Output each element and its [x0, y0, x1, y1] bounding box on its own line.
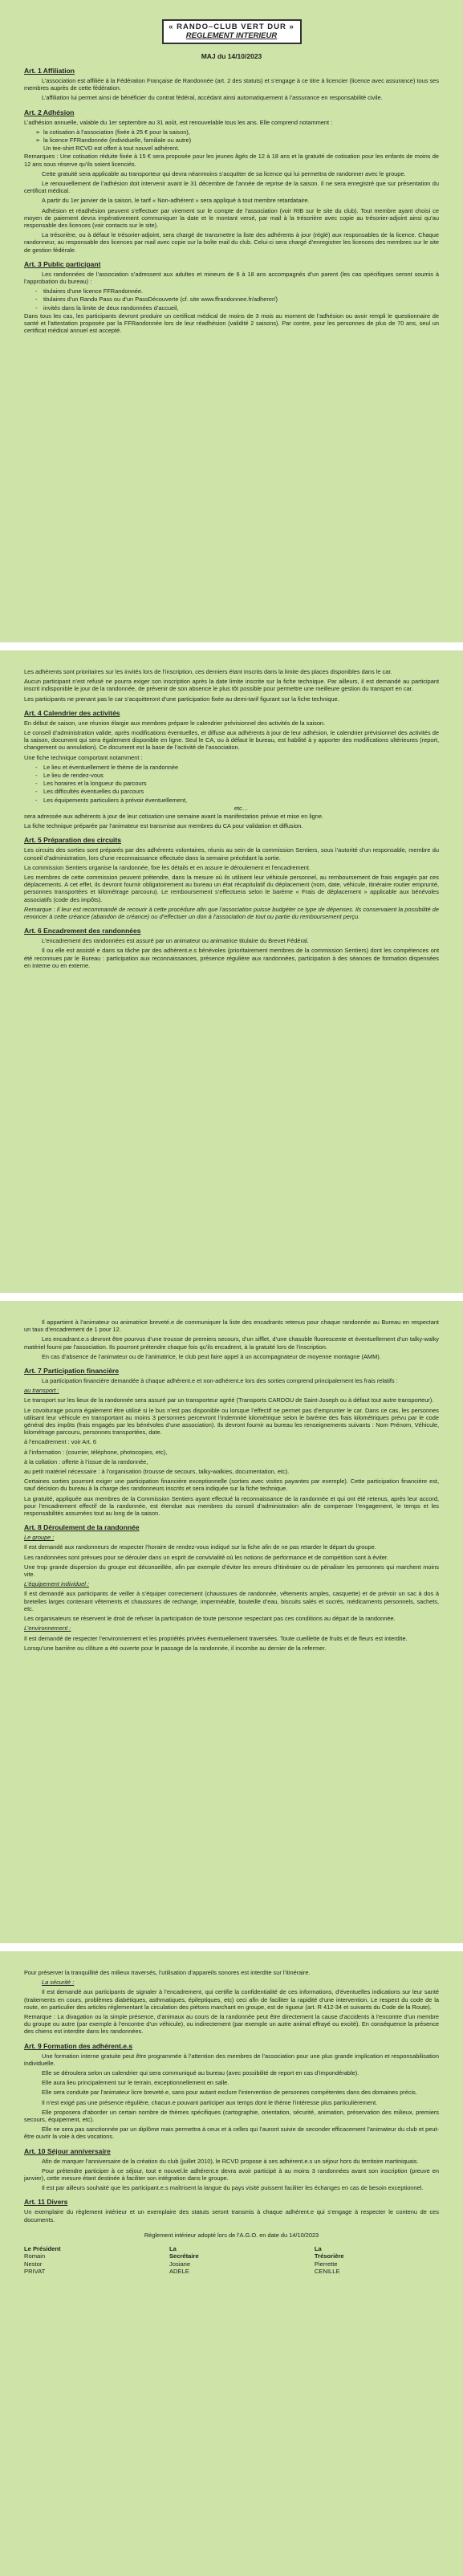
document-title: REGLEMENT INTERIEUR: [185, 31, 278, 40]
signatory-role: La Trésorière: [314, 2245, 344, 2260]
dash-bullet-icon: -: [35, 296, 38, 304]
signatory-secretary: [169, 2245, 294, 2276]
paragraph: La gratuité, appliquée aux membres de la Commission Sentiers ayant effectué la reconnaissance de la randonnée et qui ont été retenus, après leur accord, pour l’encadrement effectif de la randonnée, est étendue aux membres du conseil d’administration afin de compenser l’engagement, le temps et les responsabilités assumées tout au long de la saison.: [24, 1494, 439, 1518]
document-page-3: [0, 1301, 463, 1943]
paragraph: Elle aura lieu principalement sur le terrain, exceptionnellement en salle.: [42, 2079, 229, 2087]
article-8-heading: Art. 8 Déroulement de la randonnée: [24, 1523, 140, 1532]
document-page-4: [0, 1951, 463, 2576]
article-10-heading: Art. 10 Séjour anniversaire: [24, 2146, 111, 2155]
subheading: au transport :: [24, 1387, 59, 1395]
paragraph: Il est demandé aux participants de signaler à l’encadrement, qui certifie la confidentialité de ces informations, d’éventuelles indications sur leur santé (traitements en cours, problèmes diabétiques, asthmatiques, épileptiques, etc) ceci afin de faciliter la rapidité d’une intervention. Le respect du code de la route, en particulier des articles réglementant la circulation des piétons marchant en groupe, est de rigueur (art. R 412-34 et suivants du Code de la Route).: [24, 1988, 439, 2011]
signatory-role: La Secrétaire: [169, 2245, 199, 2260]
paragraph: Les randonnées de l’association s’adressent aux adultes et mineurs de 6 à 18 ans accompagnés d’un parent (les cas spécifiques seront soumis à l’approbation du bureau) :: [24, 270, 439, 286]
signature-block: [24, 2245, 439, 2276]
paragraph: L’affiliation lui permet ainsi de bénéficier du contrat fédéral, accédant ainsi automatiquement à l’assurance en responsabilité civile.: [42, 94, 383, 102]
list-item: - invités dans la limite de deux randonnées d’accueil,: [35, 304, 179, 312]
arrow-bullet-icon: ➢: [35, 137, 41, 145]
paragraph: Il appartient à l’animateur ou animatrice breveté.e de communiquer la liste des encadrants retenus pour chaque randonnée au Bureau en respectant un taux d’encadrement de 1 pour 12.: [24, 1319, 439, 1334]
paragraph: Elle sera conduite par l’animateur licre breveté.e, sans pour autant exclure l’intervention de personnes compétentes dans des domaines précis.: [42, 2089, 417, 2097]
paragraph: Pour prétendre participer à ce séjour, tout e nouvel.le adhérent.e devra avoir participé à au moins 3 randonnées avant son inscription (preuve en janvier), cette mesure étant destinée à faciliter son intégration dans le groupe.: [24, 2166, 439, 2183]
dash-bullet-icon: -: [35, 287, 38, 296]
paragraph: Afin de marquer l’anniversaire de la création du club (juillet 2010), le RCVD propose à ses adhérent.e.s un séjour hors du territoire martiniquais.: [42, 2157, 419, 2165]
document-page-2: [0, 650, 463, 1293]
subheading: L’équipement individuel :: [24, 1580, 89, 1588]
paragraph: au petit matériel nécessaire : à l’organisation (trousse de secours, talky-walkies, documentation, etc).: [24, 1468, 290, 1476]
paragraph: A partir du 1er janvier de la saison, le tarif « Non-adhérent » sera appliqué à tout membre retardataire.: [42, 197, 310, 205]
adoption-statement: Règlement intérieur adopté lors de l’A.G.O. en date du 14/10/2023: [144, 2231, 319, 2239]
paragraph: La fiche technique préparée par l’animateur est transmise aux membres du CA pour validation et diffusion.: [24, 822, 303, 830]
signatory-name: Romain Nestor PRIVAT: [24, 2252, 46, 2276]
list-item: ➢ la cotisation à l’association (fixée à 25 € pour la saison),: [35, 128, 190, 136]
paragraph: Les randonnées sont prévues pour se dérouler dans un esprit de convivialité où les notions de performance et de compétition sont à éviter.: [24, 1553, 388, 1561]
update-date: MAJ du 14/10/2023: [201, 52, 262, 60]
dash-bullet-icon: -: [35, 772, 38, 780]
paragraph: Cette gratuité sera applicable au transporteur qui devra néanmoins s’acquitter de sa licence qui lui permettra de randonner avec le groupe.: [42, 169, 406, 177]
list-item: - Les équipements particuliers à prévoir éventuellement,: [35, 796, 188, 804]
article-11-heading: Art. 11 Divers: [24, 2198, 68, 2207]
paragraph: Lorsqu’une barrière ou clôture a été ouverte pour le passage de la randonnée, il incombe au dernier de la refermer.: [24, 1644, 327, 1652]
document-page-1: [0, 0, 463, 642]
paragraph: Une trop grande dispersion du groupe est déconseillée, afin par exemple d’éviter les erreurs d’itinéraire ou de pénaliser les personnes qui marchent moins vite.: [24, 1563, 439, 1579]
dash-bullet-icon: -: [35, 796, 38, 804]
paragraph: La commission Sentiers organise la randonnée, fixe les détails et en assure le déroulement et l’encadrement.: [24, 863, 311, 871]
subheading: L’environnement :: [24, 1624, 71, 1632]
paragraph: La participation financière demandée à chaque adhérent.e et non-adhérent.e lors des sorties comprend principalement les frais relatifs :: [42, 1377, 398, 1385]
paragraph: Aucun participant n’est refusé ne pourra exiger son inscription après la date limite inscrite sur la fiche technique. Par ailleurs, il est demandé au participant inscrit indisponible le jour de la randonnée, de prévenir de son absence le plus tôt possible pour permettre une meilleure gestion du transport en car.: [24, 678, 439, 693]
article-9-heading: Art. 9 Formation des adhérent.e.s: [24, 2041, 133, 2050]
list-item: ➢ la licence FFRandonnée (individuelle, familiale ou autre): [35, 137, 192, 145]
paragraph: Une fiche technique comportant notamment :: [24, 753, 143, 761]
paragraph: Elle proposera d’aborder un certain nombre de thèmes spécifiques (cartographie, orientation, sécurité, animation, préservation des milieux, premiers secours, équipement, etc).: [24, 2108, 439, 2124]
paragraph-remark: Remarque : Il leur est recommandé de recourir à cette procédure afin que l’association puisse budgéter ce type de dépenses. Ils conservaient la possibilité de renoncer à cette créance (abandon de créance) ou d’effectuer un don à l’association de tout ou partie du remboursement perçu.: [24, 905, 439, 921]
signatory-role: Le Président: [24, 2245, 61, 2253]
dash-bullet-icon: -: [35, 304, 38, 312]
paragraph: Elle se déroulera selon un calendrier qui sera communiqué au bureau (avec possibilité de report en cas d’impondérable).: [42, 2069, 359, 2077]
paragraph: Dans tous les cas, les participants devront produire un certificat médical de moins de 3 mois au moment de l’adhésion ou avoir rempli le questionnaire de santé et l’attestation proposée par la FFRandonnée lors de leur réadhésion (validité 2 saisons). Par contre, pour les personnes de plus de 70 ans, seul un certificat médical annuel est accepté.: [24, 312, 439, 335]
list-item: - titulaires d’un Rando Pass ou d’un PassDécouverte (cf. site www.ffrandonnee.fr/adherer/): [35, 296, 278, 304]
paragraph: L’encadrement des randonnées est assuré par un animateur ou animatrice titulaire du Brevet Fédéral.: [42, 937, 309, 945]
list-item: - Les horaires et la longueur du parcours: [35, 780, 147, 788]
paragraph: Il est par ailleurs souhaité que les participant.e.s maîtrisent la langue du pays visité puissent faciliter les échanges en cas de besoin exceptionnel.: [42, 2184, 424, 2192]
signatory-treasurer: [315, 2245, 439, 2276]
arrow-bullet-icon: ➢: [35, 128, 41, 136]
dash-bullet-icon: -: [35, 788, 38, 796]
article-7-heading: Art. 7 Participation financière: [24, 1367, 120, 1376]
paragraph: Il est demandé de respecter l’environnement et les propriétés privées éventuellement traversées. Toute cueillette de fruits et de fleurs est interdite.: [24, 1634, 408, 1642]
paragraph: à l’information : (courrier, téléphone, photocopies, etc),: [24, 1448, 168, 1456]
list-item: - Le lieu de rendez-vous: [35, 772, 104, 780]
club-name: « RANDO–CLUB VERT DUR »: [169, 22, 294, 31]
paragraph: Les organisateurs se réservent le droit de refuser la participation de toute personne respectant pas ces conditions au départ de la randonnée.: [24, 1615, 396, 1623]
paragraph: à la collation : offerte à l’issue de la randonnée,: [24, 1457, 148, 1465]
paragraph: Il est demandé aux participants de veiller à s’équiper correctement (chaussures de randonnée, vêtements amples, casquette) et de prévoir un sac à dos à bretelles larges contenant vêtements et chaussures de rechange, imperméable, bouteille d’eau, biscuits salés et sucrés, médicaments personnels, sachets, etc.: [24, 1590, 439, 1612]
paragraph: Une formation interne gratuite peut être programmée à l’attention des membres de l’association pour une plus grande implication et responsabilisation individuelle.: [24, 2052, 439, 2067]
list-item: Un tee-shirt RCVD est offert à tout nouvel adhérent.: [43, 145, 180, 153]
paragraph: Les membres de cette commission peuvent prétendre, dans la mesure où ils utilisent leur véhicule personnel, au remboursement de frais engagés par ces déplacements. A cet effet, ils devront fournir obligatoirement au bureau un état récapitulatif du déplacement (nom, date, véhicule, itinéraire routier emprunté, personnes transportées et kilométrage parcouru). Le remboursement s’effectuera selon le barème « Frais de déplacement » applicable aux bénévoles associatifs (code des impôts).: [24, 874, 439, 903]
subheading: La sécurité :: [42, 1979, 75, 1987]
paragraph: Les adhérents sont prioritaires sur les invités lors de l’inscription, ces derniers étant inscrits dans la limite des places disponibles dans le car.: [24, 668, 392, 675]
paragraph: Pour préserver la tranquillité des milieux traversés, l’utilisation d’appareils sonores est interdite sur l’itinéraire.: [24, 1969, 311, 1976]
dash-bullet-icon: -: [35, 780, 38, 788]
paragraph: Un exemplaire du règlement intérieur et un exemplaire des statuts seront transmis à chaque adhérent.e qui s’engage à respecter le contenu de ces documents.: [24, 2208, 439, 2223]
list-item: etc…: [234, 804, 249, 812]
article-4-heading: Art. 4 Calendrier des activités: [24, 708, 120, 717]
paragraph: Adhésion et réadhésion peuvent s’effectuer par virement sur le compte de l’association (voir RIB sur le site du club). Tout membre ayant choisi ce moyen de paiement devra impérativement communiquer la date et le montant versé, par mail à la trésorière avec copie au trésorier-adjoint ainsi qu’au responsable des licences (voir contacts sur le site).: [24, 206, 439, 230]
paragraph: Le transport sur les lieux de la randonnée sera assuré par un transporteur agréé (Transports CARDOU de Saint-Joseph ou à défaut tout autre transporteur).: [24, 1396, 434, 1404]
paragraph: Certaines sorties pourront exiger une participation financière exceptionnelle (sorties avec visites payantes par exemple). Cette participation financière est, sauf décision du bureau à la charge des randonneurs inscrits et sera indiquée sur la fiche technique.: [24, 1478, 439, 1493]
dash-bullet-icon: -: [35, 763, 38, 771]
article-2-heading: Art. 2 Adhésion: [24, 108, 75, 116]
paragraph: L’adhésion annuelle, valable du 1er septembre au 31 août, est renouvelable tous les ans. Elle comprend notamment :: [24, 118, 333, 126]
signatory-president: [24, 2245, 148, 2276]
paragraph: L’association est affiliée à la Fédération Française de Randonnée (art. 2 des statuts) et s’engage à ce titre à licencier (licence avec assurance) tous ses membres auprès de cette fédération.: [24, 77, 439, 92]
paragraph: En cas d’absence de l’animateur ou de l’animatrice, le club peut faire appel à un accompagnateur de moyenne montagne (AMM).: [42, 1352, 381, 1360]
paragraph: Il ou elle est assisté e dans sa tâche par des adhérent.e.s bénévoles (prioritairement membres de la commission Sentiers) dont les compétences ont été reconnues par le Bureau : participation aux reconnaissances, présence régulière aux randonnées, participation à des séances de formation dispensées en interne ou en externe.: [24, 947, 439, 969]
paragraph: En début de saison, une réunion élargie aux membres prépare le calendrier prévisionnel des activités de la saison.: [24, 719, 326, 727]
paragraph: Il n’est exigé pas une présence régulière, chacun.e pouvant participer aux temps dont le thème l’intéresse plus particulièrement.: [42, 2098, 378, 2106]
paragraph: Les circuits des sorties sont préparés par des adhérents volontaires, réunis au sein de la commission Sentiers, sous l’autorité d’un responsable, membre du conseil d’administration, lors d’une reconnaissance effectuée dans la semaine précédant la sortie.: [24, 846, 439, 862]
paragraph: Le covoiturage pourra également être utilisé si le bus n’est pas disponible ou lorsque l’effectif ne permet pas d’emprunter le car. Dans ce cas, les personnes utilisant leur véhicule en transportant au moins 3 personnes percevront l’indemnité kilométrique selon le barème des frais kilométriques prévu par le code général des impôts (frais engagés par les bénévoles d’une association). Ils devront fournir au bureau les renseignements suivants : Nom Prénom, Véhicule, kilométrage parcouru, personnes transportées, date.: [24, 1406, 439, 1437]
paragraph: à l’encadrement : voir Art. 6: [24, 1438, 96, 1446]
signatory-name: Josiane ADELE: [169, 2260, 191, 2276]
list-item: - Le lieu et éventuellement le thème de la randonnée: [35, 763, 179, 771]
paragraph: Les encadrant.e.s devront être pourvus d’une trousse de premiers secours, d’un sifflet, d’une chasuble fluorescente et éventuellement d’un talky-walky matériel fourni par l’association. Ils pourront prétendre chaque fois qu’ils encadrent, à la gratuité lors de l’inscription.: [24, 1335, 439, 1351]
paragraph: Remarques : Une cotisation réduite fixée à 15 € sera proposée pour les jeunes âgés de 12 à 18 ans et la gratuité de cotisation pour les enfants de moins de 12 ans sous réserve qu’ils soient licenciés.: [24, 153, 439, 168]
article-3-heading: Art. 3 Public participant: [24, 259, 101, 268]
paragraph: Remarque : La divagation ou la simple présence, d’animaux au cours de la randonnée peut être directement la cause d’accidents à l’encontre d’un membre du groupe ou autre (par exemple à l’encontre d’un véhicule), ou indirectement (par exemple un autre animal effrayé ou excité). En conséquence la présence des chiens est interdite dans les randonnées.: [24, 2013, 439, 2036]
signatory-name: Pierrette CENILLE: [314, 2260, 340, 2276]
article-1-heading: Art. 1 Affiliation: [24, 67, 75, 75]
paragraph: sera adressée aux adhérents à jour de leur cotisation une semaine avant la manifestation prévue et mise en ligne.: [24, 813, 324, 821]
subheading: Le groupe :: [24, 1534, 55, 1542]
paragraph: Le conseil d’administration valide, après modifications éventuelles, et diffuse aux adhérents à jour de leur adhésion, le calendrier prévisionnel des activités de la saison, document qui sera également disponible en ligne. Seul le CA, ou à défaut le bureau, est habilité à y apporter des modifications ultérieures (report, changement ou annulation). Ce document est la base de l’activité de l’association.: [24, 729, 439, 752]
paragraph: Le renouvellement de l’adhésion doit intervenir avant le 31 décembre de l’année de reprise de la saison. Il ne sera enregistré que sur présentation du certificat médical.: [24, 180, 439, 195]
paragraph: La trésorière, ou à défaut le trésorier-adjoint, sera chargé de transmettre la liste des adhérents à jour (réglé) aux responsables de la licence. Chaque randonneur, au responsable des licences par mail avec copie sur la boîte mail du club. Celui-ci sera chargé d’enregistrer les licences des membres sur le site de gestion fédérale.: [24, 231, 439, 254]
document-title-box: [162, 19, 302, 44]
article-6-heading: Art. 6 Encadrement des randonnées: [24, 927, 141, 935]
paragraph: Elle ne sera pas sanctionnée par un diplôme mais permettra à ceux et à celles qui l’auront suivie de seconder efficacement l’animateur du club et peut-être ouvrir la voie à des vocations.: [24, 2126, 439, 2141]
article-5-heading: Art. 5 Préparation des circuits: [24, 836, 121, 845]
list-item: - titulaires d’une licence FFRandonnée.: [35, 287, 144, 296]
paragraph: Les participants ne prenant pas le car s’acquitteront d’une participation fixée au demi-tarif figurant sur la fiche technique.: [24, 695, 339, 703]
paragraph: Il est demandé aux randonneurs de respecter l’horaire de rendez-vous indiqué sur la fiche afin de ne pas retarder le départ du groupe.: [24, 1543, 376, 1551]
list-item: - Les difficultés éventuelles du parcours: [35, 788, 144, 796]
